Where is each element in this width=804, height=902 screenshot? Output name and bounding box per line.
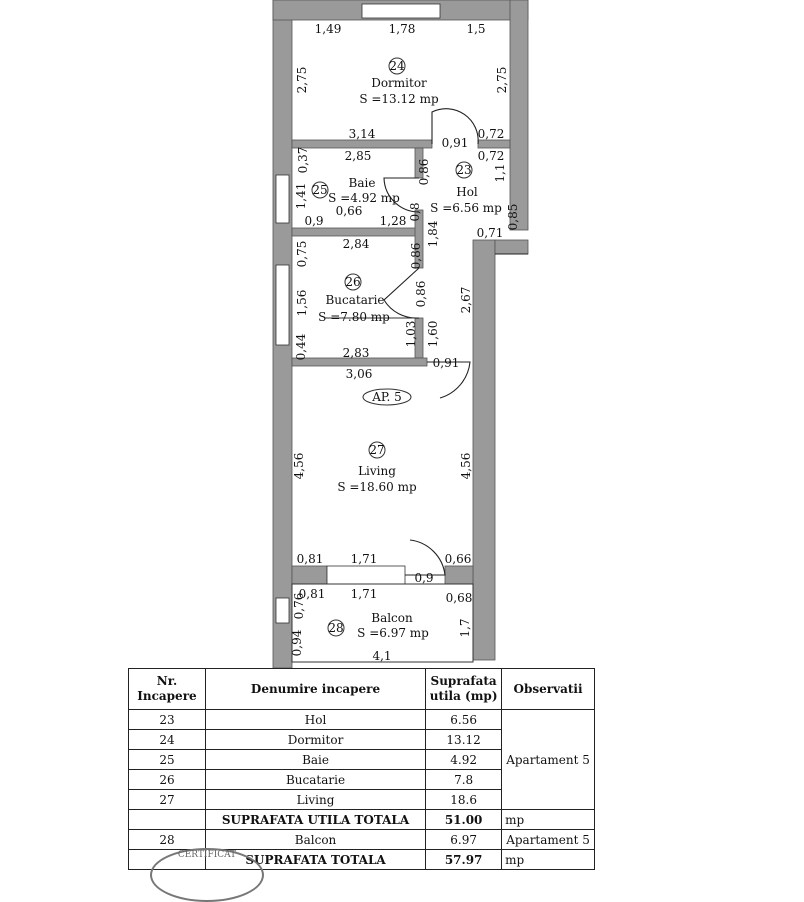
dim-2-75-left: 2,75	[295, 66, 309, 94]
room-area-balcon: S =6.97 mp	[357, 626, 429, 640]
dim-0-86-bucatarie-top: 0,86	[409, 242, 423, 270]
row-name: Baie	[205, 750, 425, 770]
balcony-row	[129, 830, 595, 850]
dim-0-9: 0,9	[304, 214, 324, 228]
row-area: 6.56	[426, 710, 502, 730]
room-name-bucatarie: Bucatarie	[325, 293, 385, 307]
row-nr: 23	[129, 710, 206, 730]
row-area: 7.8	[426, 770, 502, 790]
door-balcon	[405, 540, 445, 575]
room-nr-25: 25	[312, 183, 328, 197]
dim-0-9-door: 0,9	[414, 571, 434, 585]
header-nr: Nr. Incapere	[129, 669, 206, 710]
room-area-dormitor: S =13.12 mp	[359, 92, 439, 106]
dim-1-71-living: 1,71	[350, 552, 378, 566]
header-observatii: Observatii	[502, 669, 595, 710]
dim-0-81-living: 0,81	[296, 552, 324, 566]
certification-stamp	[150, 848, 264, 902]
dim-0-71: 0,71	[476, 226, 504, 240]
dim-1-78: 1,78	[388, 22, 416, 36]
dim-0-66-living: 0,66	[444, 552, 472, 566]
header-denumire: Denumire incapere	[205, 669, 425, 710]
group-observation: Apartament 5	[502, 710, 595, 810]
room-name-baie: Baie	[348, 176, 376, 190]
stamp-text: CERTIFICAT	[177, 850, 237, 860]
table-header-row	[129, 669, 595, 710]
room-area-bucatarie: S =7.80 mp	[318, 310, 390, 324]
window-baie	[276, 175, 289, 223]
subtotal-value: 51.00	[426, 810, 502, 830]
total-value: 57.97	[426, 850, 502, 870]
dim-0-86-baie: 0,86	[417, 158, 431, 186]
row-name: Living	[205, 790, 425, 810]
right-exterior-wall-upper	[510, 0, 528, 230]
dim-0-66: 0,66	[335, 204, 363, 218]
dim-1-41: 1,41	[294, 182, 308, 210]
row-area: 13.12	[426, 730, 502, 750]
dim-1-71-balcon: 1,71	[350, 587, 378, 601]
window-living-balcon	[327, 566, 405, 584]
dim-0-76: 0,76	[292, 592, 306, 620]
room-nr-23: 23	[456, 163, 472, 177]
wall-dormitor-hol	[478, 140, 510, 148]
row-nr: 26	[129, 770, 206, 790]
dim-4-1: 4,1	[372, 649, 392, 663]
entry-wall-stub	[495, 240, 528, 254]
dim-0-81-balcon: 0,81	[298, 587, 326, 601]
room-name-dormitor: Dormitor	[371, 76, 427, 90]
room-area-hol: S =6.56 mp	[430, 201, 502, 215]
row-area: 18.6	[426, 790, 502, 810]
table-row	[129, 710, 595, 730]
dim-1-84: 1,84	[426, 220, 440, 248]
dim-2-84: 2,84	[342, 237, 370, 251]
balcony-name: Balcon	[205, 830, 425, 850]
subtotal-row	[129, 810, 595, 830]
window-bucatarie	[276, 265, 289, 345]
dim-3-06: 3,06	[345, 367, 373, 381]
dim-0-94: 0,94	[290, 629, 304, 657]
room-name-hol: Hol	[456, 185, 478, 199]
window-balcon	[276, 598, 289, 623]
wall-baie-bucatarie	[292, 228, 422, 236]
dim-4-56-right: 4,56	[459, 452, 473, 480]
room-nr-24: 24	[389, 59, 405, 73]
row-name: Hol	[205, 710, 425, 730]
dim-0-85: 0,85	[506, 203, 520, 231]
room-nr-26: 26	[345, 275, 361, 289]
room-area-baie: S =4.92 mp	[328, 191, 400, 205]
dim-1-1: 1,1	[493, 163, 507, 183]
dim-2-75-right: 2,75	[495, 66, 509, 94]
row-name: Bucatarie	[205, 770, 425, 790]
dim-0-68: 0,68	[445, 591, 473, 605]
dim-0-72-bottom: 0,72	[477, 149, 505, 163]
total-label: SUPRAFATA TOTALA	[205, 850, 425, 870]
row-name: Dormitor	[205, 730, 425, 750]
subtotal-label: SUPRAFATA UTILA TOTALA	[205, 810, 425, 830]
dim-1-03: 1,03	[404, 320, 418, 348]
dim-4-56-left: 4,56	[292, 452, 306, 480]
dim-2-83: 2,83	[342, 346, 370, 360]
wall-living-balcon-right	[445, 566, 473, 584]
wall-dormitor-baie	[292, 140, 432, 148]
row-nr: 24	[129, 730, 206, 750]
dim-1-60: 1,60	[426, 320, 440, 348]
dim-0-91-hol: 0,91	[441, 136, 469, 150]
dim-1-5: 1,5	[466, 22, 486, 36]
dim-0-91-living: 0,91	[432, 356, 460, 370]
room-nr-27: 27	[369, 443, 385, 457]
balcony-observation: Apartament 5	[502, 830, 595, 850]
dim-0-37: 0,37	[296, 146, 310, 174]
room-area-living: S =18.60 mp	[337, 480, 417, 494]
header-suprafata: Suprafata utila (mp)	[426, 669, 502, 710]
wall-living-balcon-left	[292, 566, 327, 584]
apartment-label: AP. 5	[372, 390, 402, 404]
balcony-nr: 28	[129, 830, 206, 850]
room-name-balcon: Balcon	[371, 611, 413, 625]
subtotal-unit: mp	[502, 810, 595, 830]
dim-0-72-top: 0,72	[477, 127, 505, 141]
room-name-living: Living	[358, 464, 396, 478]
room-nr-28: 28	[328, 621, 344, 635]
dim-0-75: 0,75	[295, 240, 309, 268]
dim-0-86-bucatarie: 0,86	[414, 280, 428, 308]
right-exterior-wall-lower	[473, 240, 495, 660]
dim-0-8: 0,8	[408, 202, 422, 222]
dim-1-28: 1,28	[379, 214, 407, 228]
window-top	[362, 4, 440, 18]
dim-0-44: 0,44	[294, 333, 308, 361]
row-nr: 27	[129, 790, 206, 810]
total-unit: mp	[502, 850, 595, 870]
row-nr: 25	[129, 750, 206, 770]
balcony-area: 6.97	[426, 830, 502, 850]
dim-2-67: 2,67	[459, 286, 473, 314]
dim-3-14: 3,14	[348, 127, 376, 141]
dim-1-49: 1,49	[314, 22, 342, 36]
area-table	[128, 668, 595, 870]
dim-2-85: 2,85	[344, 149, 372, 163]
dim-1-7: 1,7	[458, 618, 472, 638]
row-area: 4.92	[426, 750, 502, 770]
dim-1-56: 1,56	[295, 289, 309, 317]
